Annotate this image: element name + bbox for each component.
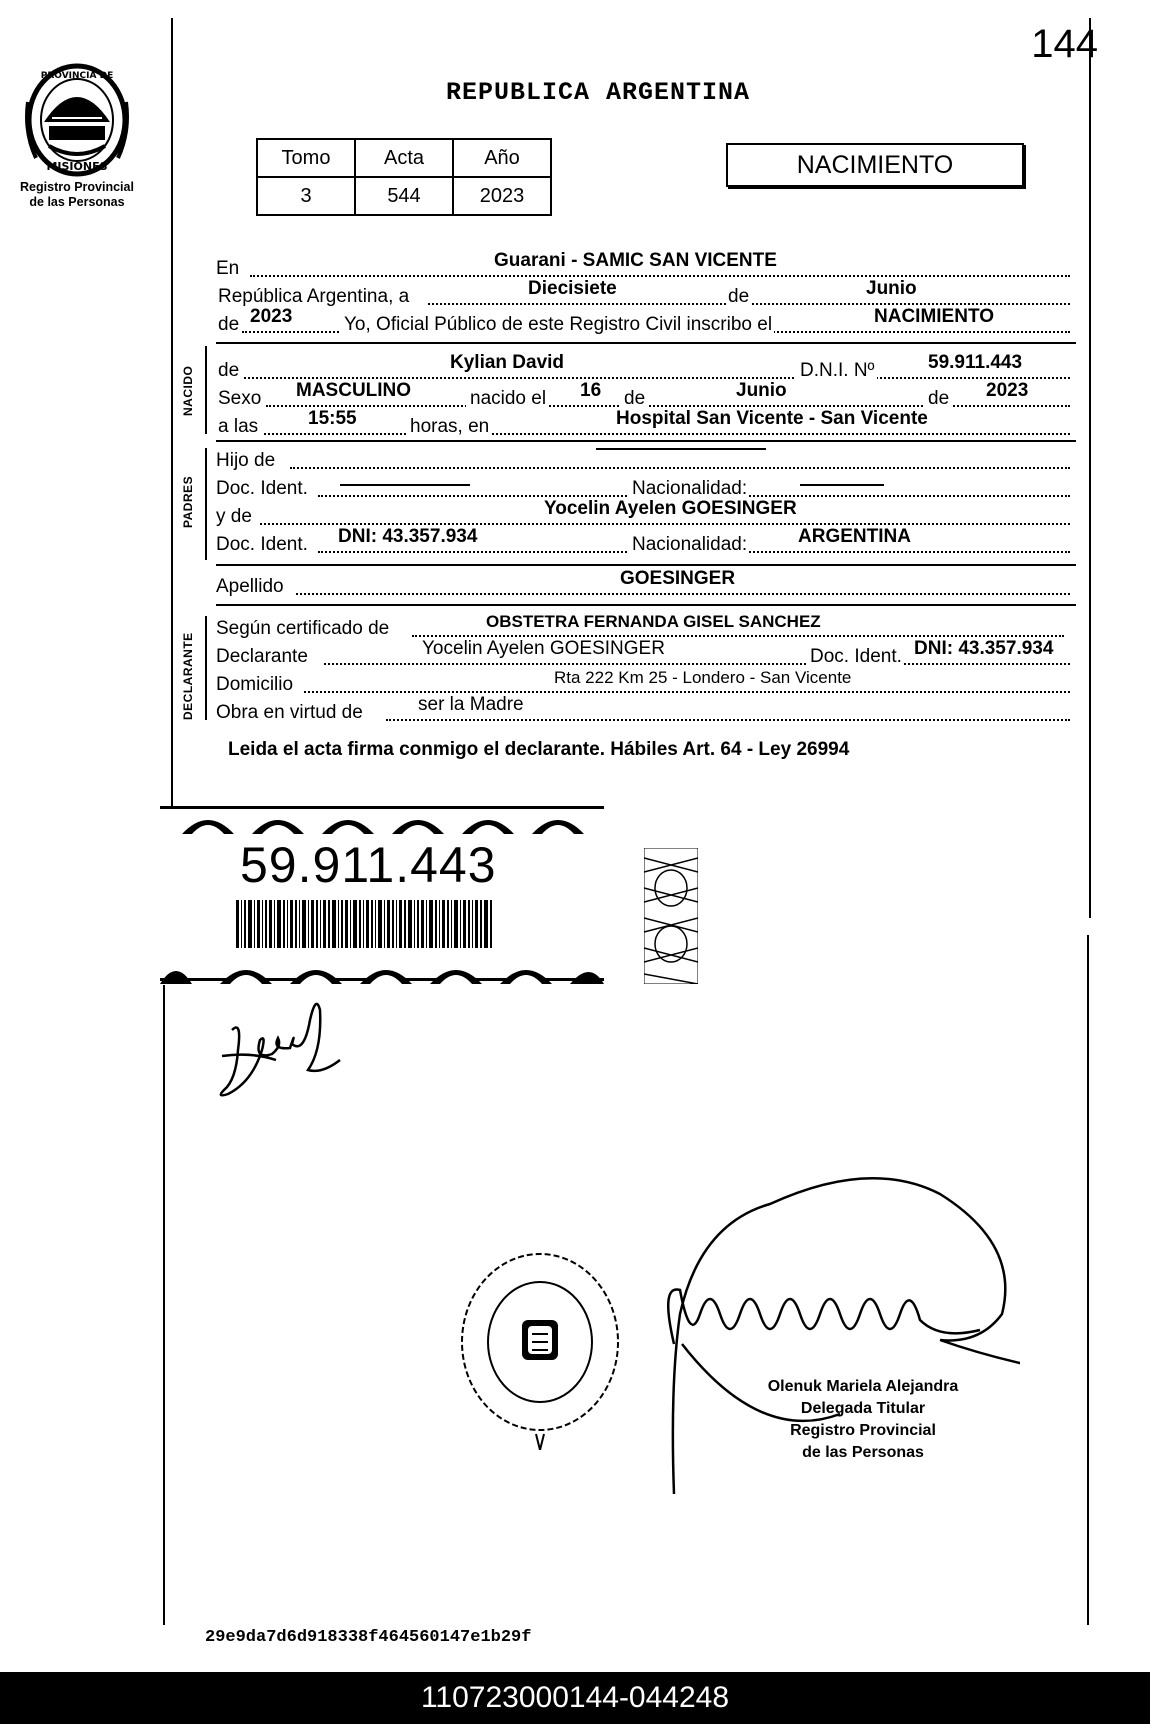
hijo-label: Hijo de <box>216 450 276 471</box>
dni-value: 59.911.443 <box>928 352 1023 373</box>
signatory-name: Olenuk Mariela Alejandra <box>767 1378 959 1395</box>
registry-table <box>256 138 552 216</box>
lugar-value: Hospital San Vicente - San Vicente <box>616 408 928 429</box>
declarant-signature <box>212 990 352 1102</box>
divider-declarante <box>216 604 1076 606</box>
row-doc2 <box>216 526 1070 556</box>
table-header-acta: Acta <box>355 139 453 177</box>
declarante-label: Declarante <box>216 646 308 667</box>
oficial-text: Yo, Oficial Público de este Registro Civil inscribo el <box>340 314 774 336</box>
doc2-value: DNI: 43.357.934 <box>338 526 478 547</box>
document-hash: 29e9da7d6d918338f464560147e1b29f <box>205 1628 532 1647</box>
blank-line-doc1 <box>340 484 470 486</box>
section-label-declarante: DECLARANTE <box>181 632 195 720</box>
domicilio-label: Domicilio <box>216 674 294 695</box>
svg-text:PROVINCIA DE: PROVINCIA DE <box>40 71 114 81</box>
table-value-tomo: 3 <box>257 177 355 215</box>
nac-de-label-2: de <box>924 388 951 410</box>
logo-caption-line1: Registro Provincial <box>20 180 134 194</box>
apellido-value: GOESINGER <box>620 568 736 589</box>
document-title: REPUBLICA ARGENTINA <box>446 78 751 107</box>
signatory-role: Delegada Titular <box>800 1400 926 1417</box>
page-number: 144 <box>1031 22 1098 66</box>
barcode <box>236 900 492 948</box>
domicilio-value: Rta 222 Km 25 - Londero - San Vicente <box>554 668 852 687</box>
doc3-label: Doc. Ident. <box>806 646 904 668</box>
sexo-value: MASCULINO <box>296 380 412 401</box>
signatory-block <box>748 1376 978 1464</box>
nac-mes: Junio <box>736 380 787 401</box>
nac-dia: 16 <box>580 380 602 401</box>
row-en <box>216 250 1070 280</box>
dia-value: Diecisiete <box>528 278 617 299</box>
nacido-label: nacido el <box>466 388 548 410</box>
dotted-line <box>260 523 1070 525</box>
dotted-line <box>386 719 1070 721</box>
nac-de-label-1: de <box>620 388 647 410</box>
yde-label: y de <box>216 506 252 527</box>
divider-apellido <box>216 564 1076 566</box>
logo-caption-line2: de las Personas <box>29 195 125 209</box>
row-nombre <box>216 352 1070 382</box>
registry-logo <box>12 62 142 210</box>
misiones-seal-icon <box>22 62 132 180</box>
dotted-line <box>324 663 1070 665</box>
row-oficial <box>216 306 1070 336</box>
doc3-value: DNI: 43.357.934 <box>914 638 1054 659</box>
dni-stamp-bottom-pattern <box>160 950 604 986</box>
dotted-line <box>250 275 1070 277</box>
madre-value: Yocelin Ayelen GOESINGER <box>544 498 797 519</box>
nac1-label: Nacionalidad: <box>628 478 749 500</box>
section-label-nacido: NACIDO <box>181 365 195 416</box>
hora-label: a las <box>218 416 259 437</box>
section-bracket-padres <box>205 448 207 560</box>
divider-top <box>216 342 1076 344</box>
dni-large-number: 59.911.443 <box>240 837 497 893</box>
section-label-padres: PADRES <box>181 475 195 528</box>
signatory-org-line2: de las Personas <box>802 1444 924 1461</box>
row-obra <box>216 694 1070 724</box>
row-certificado <box>216 614 1070 640</box>
dotted-line <box>290 467 1070 469</box>
obra-label: Obra en virtud de <box>216 702 363 723</box>
obra-value: ser la Madre <box>418 694 524 715</box>
en-label: En <box>216 258 240 279</box>
blank-line-nac1 <box>800 484 884 486</box>
dni-stamp-top-pattern <box>160 800 604 836</box>
divider-padres <box>216 440 1076 442</box>
row-madre <box>216 498 1070 528</box>
row-doc1 <box>216 474 1070 500</box>
table-value-acta: 544 <box>355 177 453 215</box>
right-margin-line <box>1089 18 1091 918</box>
left-margin-line-lower <box>163 985 165 1625</box>
dotted-line <box>264 433 1070 435</box>
table-header-anio: Año <box>453 139 551 177</box>
nac2-label: Nacionalidad: <box>628 534 749 556</box>
declarante-value: Yocelin Ayelen GOESINGER <box>422 638 665 659</box>
row-hora <box>216 408 1070 438</box>
certificado-label: Según certificado de <box>216 618 390 639</box>
de-label-2: de <box>218 314 240 335</box>
republica-label: República Argentina, a <box>218 286 410 307</box>
record-type-box: NACIMIENTO <box>726 143 1024 187</box>
en-value: Guarani - SAMIC SAN VICENTE <box>494 250 777 271</box>
row-apellido <box>216 568 1070 598</box>
security-hologram <box>644 848 698 984</box>
table-value-anio: 2023 <box>453 177 551 215</box>
dotted-line <box>412 635 1064 637</box>
dotted-line <box>244 377 1070 379</box>
mes-value: Junio <box>866 278 917 299</box>
dotted-line <box>304 691 1070 693</box>
right-margin-line-lower <box>1087 935 1089 1625</box>
blank-line-father <box>596 448 766 450</box>
section-bracket-nacido <box>205 346 207 434</box>
anio-value: 2023 <box>250 306 293 327</box>
horas-en-label: horas, en <box>406 416 491 438</box>
row-sexo <box>216 380 1070 410</box>
row-fecha <box>216 278 1070 308</box>
signatory-org-line1: Registro Provincial <box>790 1422 936 1439</box>
legal-text: Leida el acta firma conmigo el declarante. Hábiles Art. 64 - Ley 26994 <box>228 739 850 760</box>
doc1-label: Doc. Ident. <box>216 478 308 499</box>
de-label: de <box>728 286 750 307</box>
apellido-label: Apellido <box>216 576 284 597</box>
row-hijo <box>216 446 1070 472</box>
sexo-label: Sexo <box>218 388 262 409</box>
table-header-tomo: Tomo <box>257 139 355 177</box>
nombre-value: Kylian David <box>450 352 565 373</box>
nac-anio: 2023 <box>986 380 1029 401</box>
footer-code: 110723000144-044248 <box>0 1672 1150 1724</box>
row-domicilio <box>216 670 1070 696</box>
inscribo-value: NACIMIENTO <box>874 306 994 327</box>
hospital-seal <box>452 1244 628 1450</box>
nac2-value: ARGENTINA <box>798 526 911 547</box>
section-bracket-declarante <box>205 616 207 720</box>
doc2-label: Doc. Ident. <box>216 534 308 555</box>
left-margin-line <box>171 18 173 808</box>
dotted-line <box>296 593 1070 595</box>
svg-text:MISIONES: MISIONES <box>46 160 108 173</box>
certificado-value: OBSTETRA FERNANDA GISEL SANCHEZ <box>486 612 821 631</box>
nombre-label: de <box>218 360 240 381</box>
hora-value: 15:55 <box>308 408 357 429</box>
row-declarante <box>216 638 1070 668</box>
dni-label: D.N.I. Nº <box>796 360 877 382</box>
